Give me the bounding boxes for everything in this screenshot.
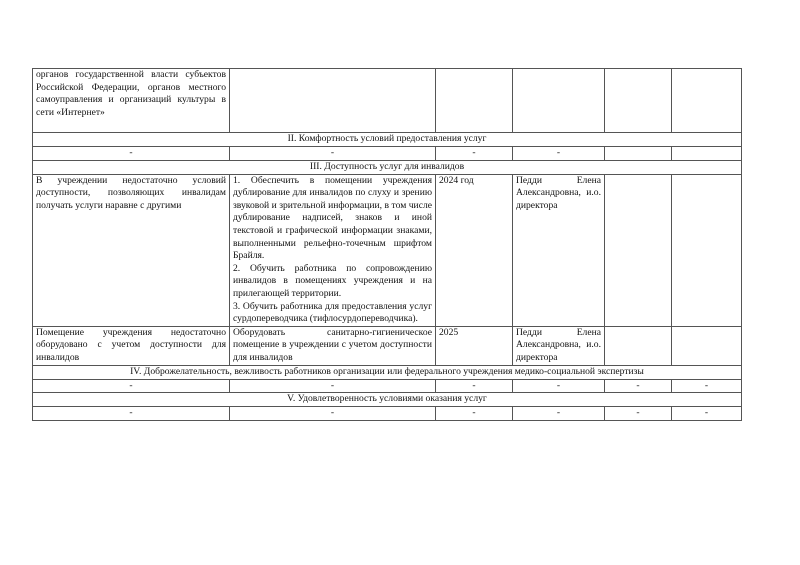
empty-cell: [605, 174, 672, 326]
empty-cell: [605, 69, 672, 133]
deficiency-cell: В учреждении недостаточно условий доступности, позволяющих инвалидам получать услуги наравне с другими: [33, 174, 230, 326]
dash-cell: -: [605, 407, 672, 421]
empty-cell: [672, 174, 742, 326]
measure-item: 1. Обеспечить в помещении учреждения дублирование для инвалидов по слуху и зрению звуковой и зрительной информации, в том числе дублирование надписей, знаков и иной текстовой и графической информации знаками, выполненными рельефно-точечным шрифтом Брайля.: [233, 174, 432, 262]
dash-cell: -: [672, 379, 742, 393]
measures-cell: Оборудовать санитарно-гигиеническое помещение в учреждении с учетом доступности для инвалидов: [230, 326, 436, 365]
dash-cell: -: [33, 147, 230, 161]
deficiency-cell: Помещение учреждения недостаточно оборудовано с учетом доступности для инвалидов: [33, 326, 230, 365]
deficiency-cell: органов государственной власти субъектов Российской Федерации, органов местного самоуправления и организаций культуры в сети «Интернет»: [33, 69, 230, 133]
table-row: [33, 147, 742, 161]
improvement-plan-table: [32, 68, 742, 421]
empty-cell: [605, 326, 672, 365]
dash-cell: -: [513, 379, 605, 393]
dash-cell: -: [230, 147, 436, 161]
responsible-cell: [513, 69, 605, 133]
dash-cell: -: [33, 407, 230, 421]
deadline-cell: [436, 69, 513, 133]
dash-cell: -: [672, 407, 742, 421]
responsible-cell: Педди Елена Александровна, и.о. директора: [513, 326, 605, 365]
dash-cell: -: [513, 407, 605, 421]
empty-cell: [672, 69, 742, 133]
measures-cell: [230, 69, 436, 133]
deadline-cell: 2025: [436, 326, 513, 365]
section-5-title: V. Удовлетворенность условиями оказания услуг: [33, 393, 742, 407]
dash-cell: -: [513, 147, 605, 161]
table-row: [33, 69, 742, 133]
section-header-row: [33, 160, 742, 174]
dash-cell: -: [605, 379, 672, 393]
dash-cell: -: [436, 379, 513, 393]
deadline-cell: 2024 год: [436, 174, 513, 326]
dash-cell: -: [33, 379, 230, 393]
dash-cell: -: [230, 407, 436, 421]
measures-cell: [230, 174, 436, 326]
empty-cell: [672, 147, 742, 161]
section-header-row: [33, 393, 742, 407]
section-3-title: III. Доступность услуг для инвалидов: [33, 160, 742, 174]
empty-cell: [672, 326, 742, 365]
section-2-title: II. Комфортность условий предоставления услуг: [33, 133, 742, 147]
section-header-row: [33, 133, 742, 147]
measure-item: 2. Обучить работника по сопровождению инвалидов в помещениях учреждения и на прилегающей территории.: [233, 262, 432, 299]
table-row: [33, 326, 742, 365]
section-4-title: IV. Доброжелательность, вежливость работников организации или федерального учреждения медико-социальной экспертизы: [33, 365, 742, 379]
empty-cell: [605, 147, 672, 161]
table-row: [33, 407, 742, 421]
measure-item: 3. Обучить работника для предоставления услуг сурдопереводчика (тифлосурдопереводчика).: [233, 300, 432, 325]
section-header-row: [33, 365, 742, 379]
dash-cell: -: [230, 379, 436, 393]
dash-cell: -: [436, 147, 513, 161]
table-row: [33, 174, 742, 326]
dash-cell: -: [436, 407, 513, 421]
table-row: [33, 379, 742, 393]
responsible-cell: Педди Елена Александровна, и.о. директора: [513, 174, 605, 326]
